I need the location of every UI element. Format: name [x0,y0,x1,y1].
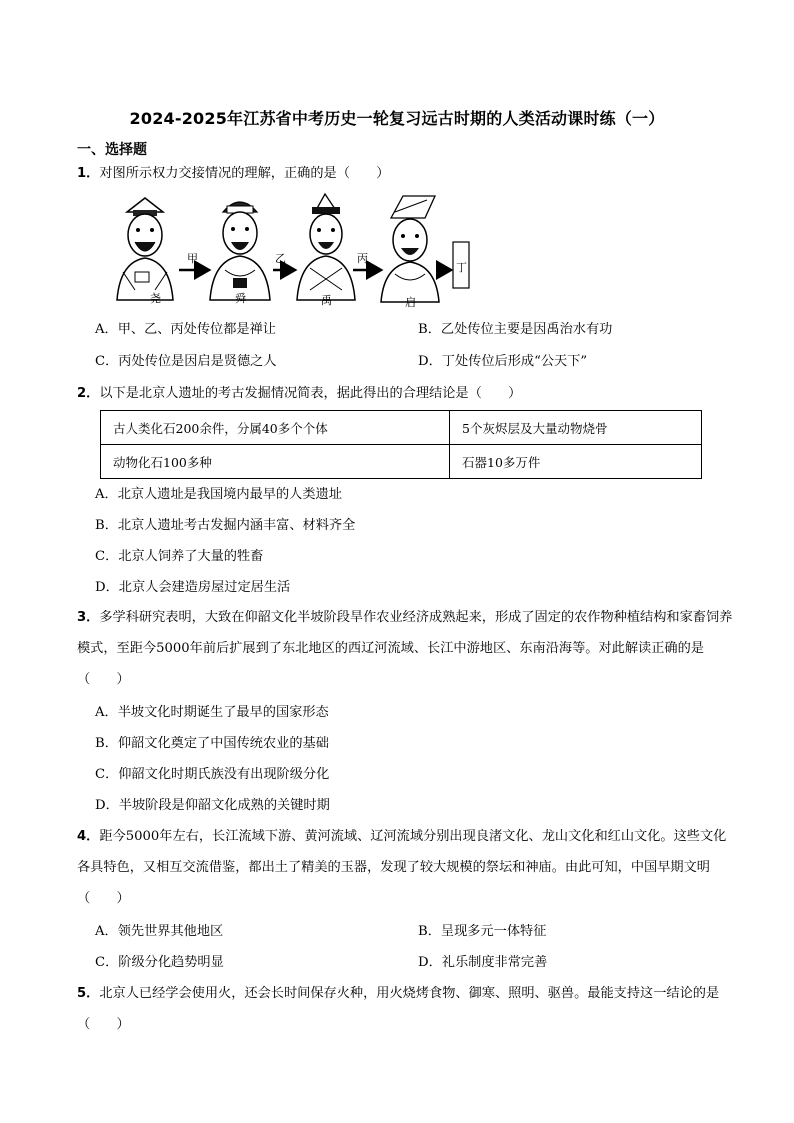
section-heading: 一、选择题 [77,142,147,158]
q1-option-b[interactable]: B．乙处传位主要是因禹治水有功 [418,322,613,337]
name-yu: 禹 [321,294,332,307]
shun-portrait [210,202,270,300]
question-number: 1． [77,166,100,181]
q3-option-d[interactable]: D．半坡阶段是仰韶文化成熟的关键时期 [95,798,330,813]
name-yao: 尧 [150,292,161,305]
q4-option-d[interactable]: D．礼乐制度非常完善 [418,955,548,970]
table-cell: 古人类化石200余件，分属40多个个体 [101,411,450,445]
arrow-label-yi: 乙 [275,252,286,265]
question-2 [77,378,727,409]
q2-option-c[interactable]: C．北京人饲养了大量的牲畜 [95,549,264,564]
question-4 [77,821,737,914]
succession-figure [105,190,475,308]
table-row [101,411,702,445]
q4-option-b[interactable]: B．呈现多元一体特征 [418,924,547,939]
question-number: 5． [77,986,100,1001]
q2-option-d[interactable]: D．北京人会建造房屋过定居生活 [95,580,291,595]
q2-option-a[interactable]: A．北京人遗址是我国境内最早的人类遗址 [95,487,342,502]
arrow-label-jia: 甲 [187,252,198,265]
table-row [101,445,702,479]
question-stem: 以下是北京人遗址的考古发掘情况简表，据此得出的合理结论是（ ） [99,386,522,401]
yao-portrait [117,198,173,300]
excavation-table [100,410,702,479]
question-number: 4． [77,829,100,844]
table-cell: 石器10多万件 [450,445,702,479]
table-cell: 5个灰烬层及大量动物烧骨 [450,411,702,445]
question-5 [77,978,737,1040]
q4-option-a[interactable]: A．领先世界其他地区 [95,924,224,939]
question-stem: 北京人已经学会使用火，还会长时间保存火种，用火烧烤食物、御寒、照明、驱兽。最能支持这一结论的是（ ） [77,986,720,1032]
arrow-label-bing: 丙 [357,252,368,265]
question-number: 2． [77,386,100,401]
q1-option-d[interactable]: D．丁处传位后形成“公天下” [418,354,588,369]
question-stem: 距今5000年左右，长江流域下游、黄河流域、辽河流域分别出现良渚文化、龙山文化和红山文化。这些文化各具特色，又相互交流借鉴，都出土了精美的玉器，发现了较大规模的祭坛和神庙。由此可知，中国早期文明（ ） [77,829,727,906]
q4-option-c[interactable]: C．阶级分化趋势明显 [95,955,224,970]
question-1 [77,158,727,189]
name-shun: 舜 [235,292,246,305]
q3-option-b[interactable]: B．仰韶文化奠定了中国传统农业的基础 [95,736,329,751]
question-stem: 多学科研究表明，大致在仰韶文化半坡阶段旱作农业经济成熟起来，形成了固定的农作物种植结构和家畜饲养模式，至距今5000年前后扩展到了东北地区的西辽河流域、长江中游地区、东南沿海等。对此解读正确的是（ ） [77,610,733,687]
q2-option-b[interactable]: B．北京人遗址考古发掘内涵丰富、材料齐全 [95,518,356,533]
box-label-ding: 丁 [456,261,467,274]
page-title: 2024-2025年江苏省中考历史一轮复习远古时期的人类活动课时练（一） [129,109,665,128]
q1-option-c[interactable]: C．丙处传位是因启是贤德之人 [95,354,277,369]
question-stem: 对图所示权力交接情况的理解，正确的是（ ） [99,166,390,181]
q1-option-a[interactable]: A．甲、乙、丙处传位都是禅让 [95,322,276,337]
name-qi: 启 [405,296,416,308]
table-cell: 动物化石100多种 [101,445,450,479]
q3-option-c[interactable]: C．仰韶文化时期氏族没有出现阶级分化 [95,767,330,782]
q3-option-a[interactable]: A．半坡文化时期诞生了最早的国家形态 [95,705,329,720]
question-number: 3． [77,610,100,625]
yu-portrait [297,194,355,300]
question-3 [77,602,737,695]
qi-portrait [381,196,439,302]
